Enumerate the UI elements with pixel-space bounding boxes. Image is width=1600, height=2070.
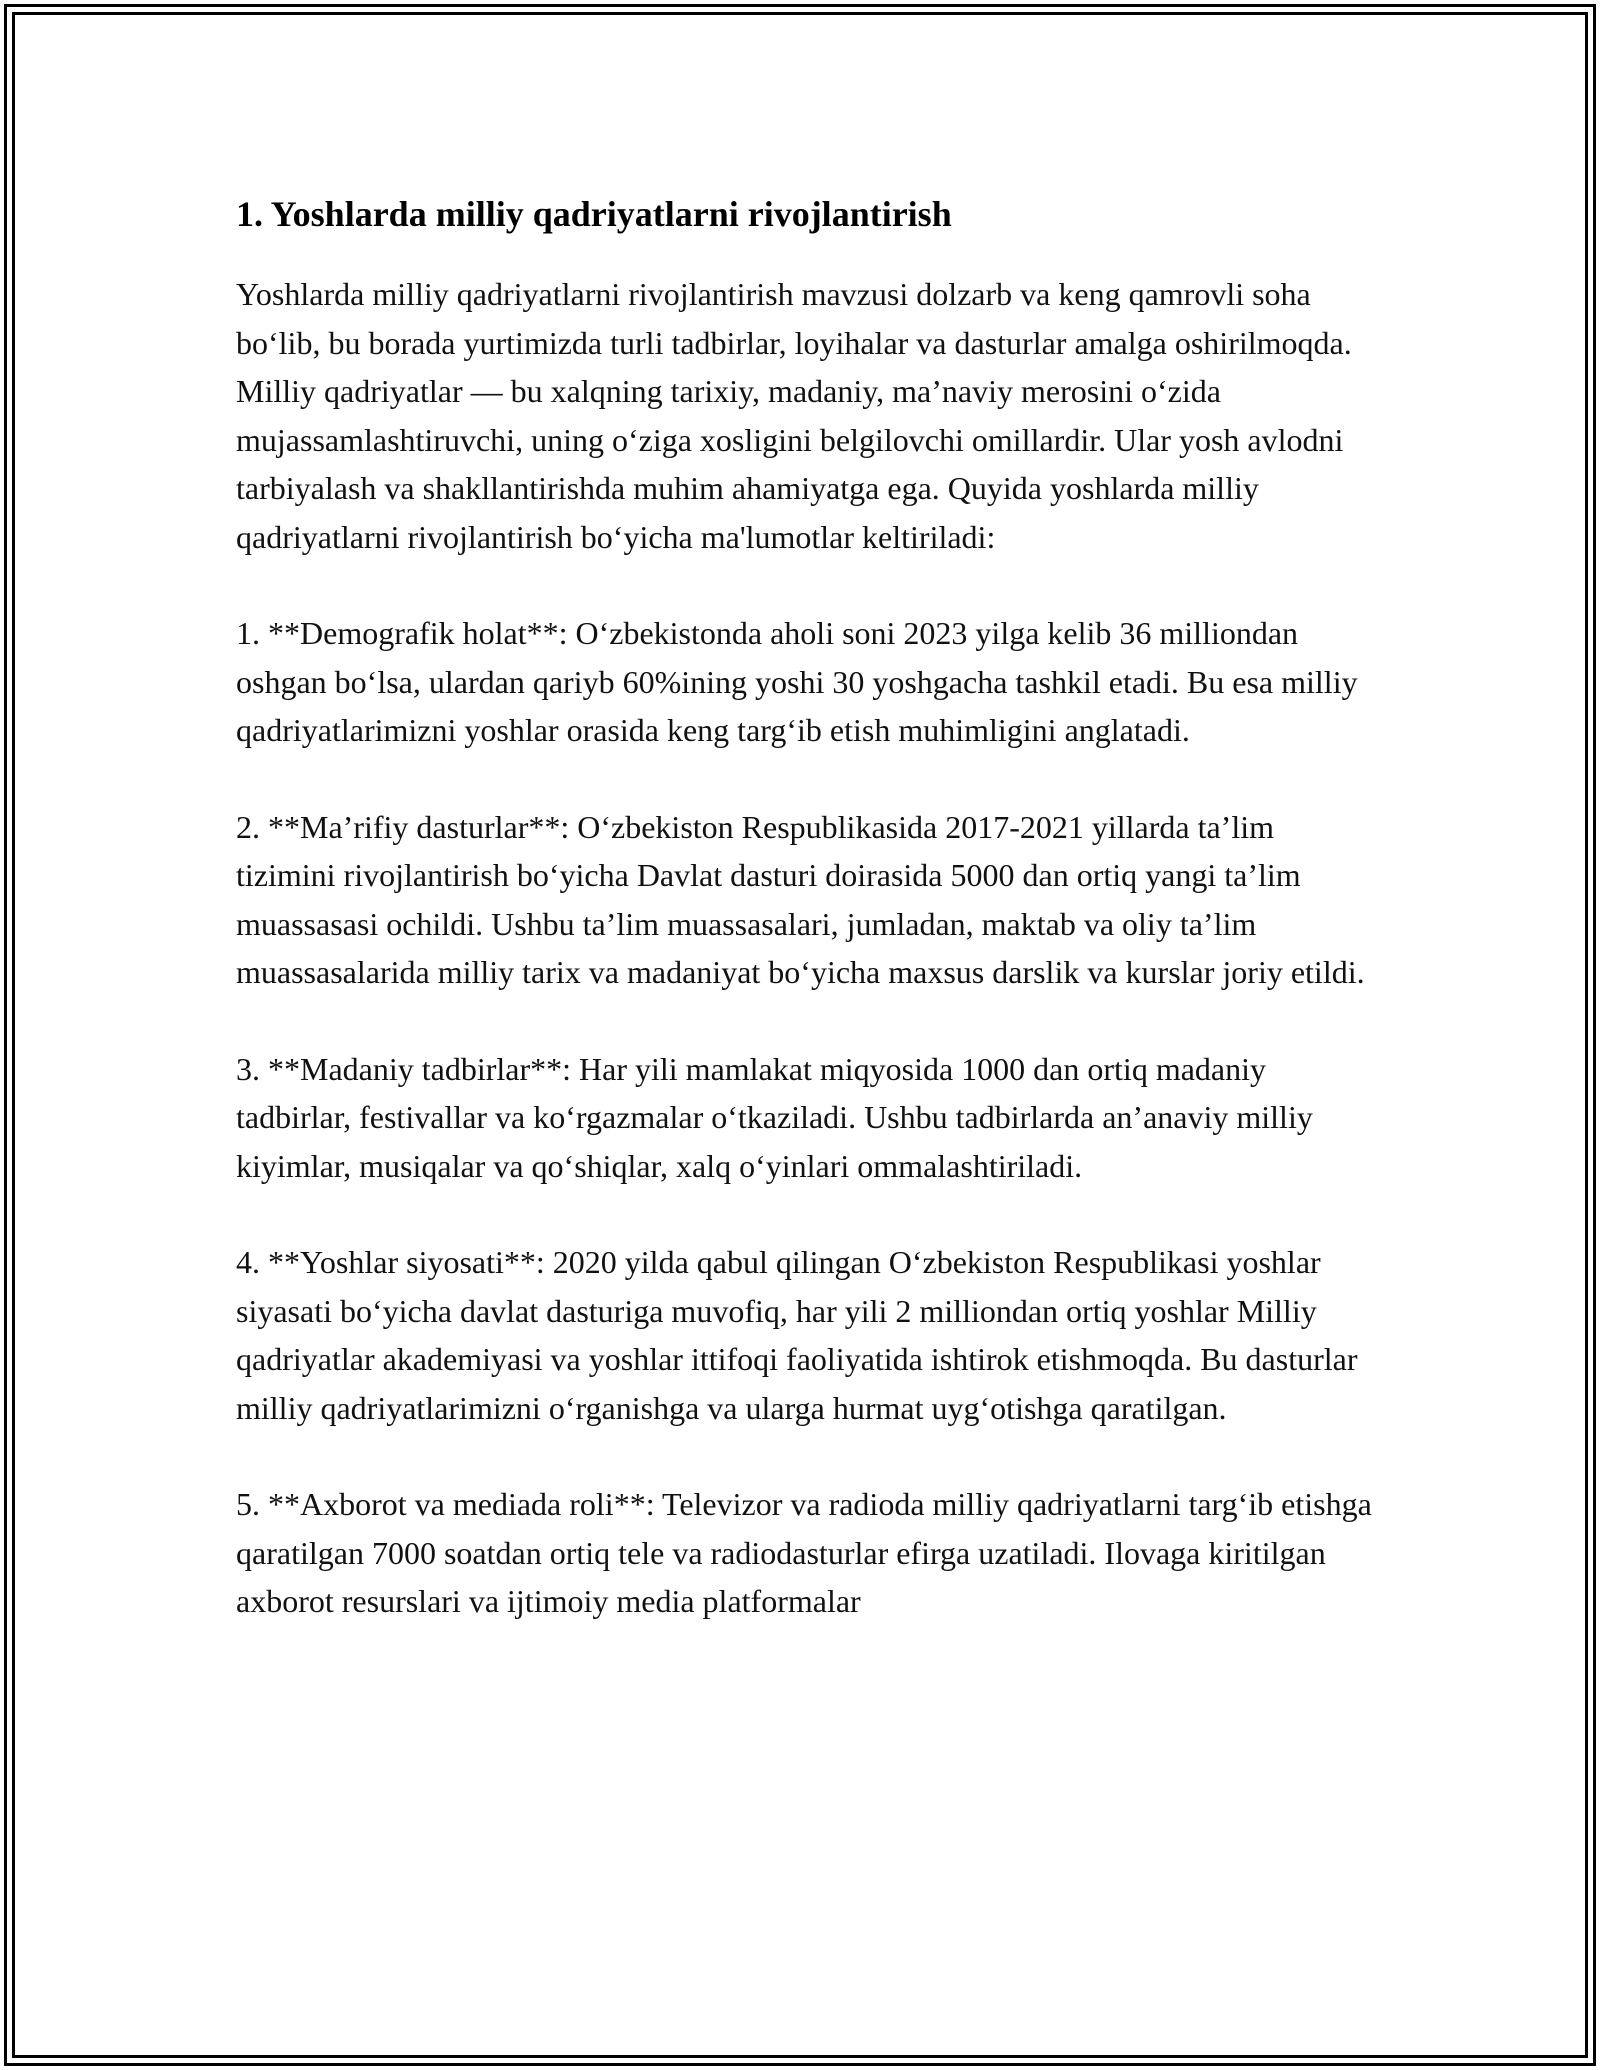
section-heading: 1. Yoshlarda milliy qadriyatlarni rivojlantirish (236, 194, 952, 234)
document-body (236, 186, 1376, 1674)
intro-paragraph: Yoshlarda milliy qadriyatlarni rivojlantirish mavzusi dolzarb va keng qamrovli soha bo‘lib, bu borada yurtimizda turli tadbirlar, loyihalar va dasturlar amalga oshirilmoqda. Milliy qadriyatlar — bu xalqning tarixiy, madaniy, ma’naviy merosini o‘zida mujassamlashtiruvchi, uning o‘ziga xosligini belgilovchi omillardir. Ular yosh avlodni tarbiyalash va shakllantirishda muhim ahamiyatga ega. Quyida yoshlarda milliy qadriyatlarni rivojlantirish bo‘yicha ma'lumotlar keltiriladi: (236, 276, 1352, 555)
item-axborot-va-media: 5. **Axborot va mediada roli**: Televizor va radioda milliy qadriyatlarni targ‘ib etishga qaratilgan 7000 soatdan ortiq tele va radiodasturlar efirga uzatiladi. Ilovaga kiritilgan axborot resurslari va ijtimoiy media platformalar (236, 1486, 1372, 1619)
item-yoshlar-siyosati: 4. **Yoshlar siyosati**: 2020 yilda qabul qilingan O‘zbekiston Respublikasi yoshlar siyasati bo‘yicha davlat dasturiga muvofiq, har yili 2 milliondan ortiq yoshlar Milliy qadriyatlar akademiyasi va yoshlar ittifoqi faoliyatida ishtirok etishmoqda. Bu dasturlar milliy qadriyatlarimizni o‘rganishga va ularga hurmat uyg‘otishga qaratilgan. (236, 1244, 1358, 1426)
item-madaniy-tadbirlar: 3. **Madaniy tadbirlar**: Har yili mamlakat miqyosida 1000 dan ortiq madaniy tadbirlar, festivallar va ko‘rgazmalar o‘tkaziladi. Ushbu tadbirlarda an’anaviy milliy kiyimlar, musiqalar va qo‘shiqlar, xalq o‘yinlari ommalashtiriladi. (236, 1050, 1313, 1184)
item-marifiy-dasturlar: 2. **Ma’rifiy dasturlar**: O‘zbekiston Respublikasida 2017-2021 yillarda ta’lim tizimini rivojlantirish bo‘yicha Davlat dasturi doirasida 5000 dan ortiq yangi ta’lim muassasasi ochildi. Ushbu ta’lim muassasalari, jumladan, maktab va oliy ta’lim muassasalarida milliy tarix va madaniyat bo‘yicha maxsus darslik va kurslar joriy etildi. (236, 808, 1365, 990)
item-demografik-holat: 1. **Demografik holat**: O‘zbekistonda aholi soni 2023 yilga kelib 36 milliondan oshgan bo‘lsa, ulardan qariyb 60%ining yoshi 30 yoshgacha tashkil etadi. Bu esa milliy qadriyatlarimizni yoshlar orasida keng targ‘ib etish muhimligini anglatadi. (236, 615, 1358, 748)
